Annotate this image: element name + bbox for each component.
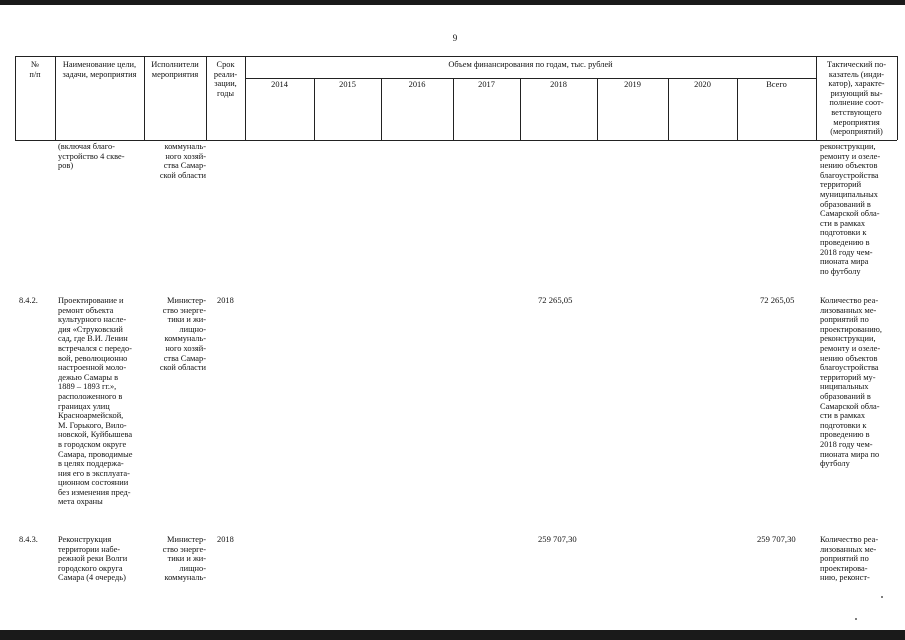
header-year-2019: 2019	[624, 80, 641, 89]
row-term: 2018	[217, 535, 234, 544]
header-bottom-border	[15, 140, 897, 141]
row-name: Проектирование и ремонт объекта культурного насле- дия «Струковский сад, где В.И. Ленин встречался с передо- вой, революционно настроенной моло- дежью Самары в 1889 – 1893 гг.», расположенного в границах улиц Красноармейской, М. Горького, Вило- новской, Куйбышева в городском округе Самара, проводимые в целях поддержа- ния его в эксплуата- ционном состоянии без изменения пред- мета охраны	[58, 296, 133, 507]
row-indicator: реконструкции, ремонту и озеле- нению объектов благоустройства территорий муниципальных образований в Самарской обла- сти в рамках подготовки к проведению в 2018 году чем- пионата мира по футболу	[820, 142, 881, 276]
row-executor: Министер- ство энерге- тики и жи- лищно- коммуналь- ного хозяй- ства Самар- ской области	[159, 296, 206, 373]
table-top-border	[15, 56, 897, 57]
header-funding: Объем финансирования по годам, тыс. рублей	[448, 60, 613, 69]
scan-speck	[881, 596, 883, 598]
header-year-2020: 2020	[694, 80, 711, 89]
header-indicator: Тактический по- казатель (инди- катор), характе- ризующий вы- полнение соот- ветствующего мероприятия (мероприятий)	[826, 60, 887, 137]
header-executor: Исполнители мероприятия	[151, 60, 199, 79]
header-year-2015: 2015	[339, 80, 356, 89]
header-total: Всего	[766, 80, 787, 89]
row-amount-total: 72 265,05	[760, 295, 795, 305]
header-year-2018: 2018	[550, 80, 567, 89]
years-header-border	[245, 78, 816, 79]
row-amount-2018: 259 707,30	[538, 534, 577, 544]
header-year-2016: 2016	[408, 80, 426, 89]
row-term: 2018	[217, 296, 234, 305]
header-term: Срок реали- зации, годы	[213, 60, 238, 98]
row-number: 8.4.3.	[19, 535, 38, 544]
header-year-2014: 2014	[271, 80, 288, 89]
page-top-border	[0, 0, 905, 5]
row-number: 8.4.2.	[19, 296, 38, 305]
page-number: 9	[452, 33, 458, 43]
row-executor: Министер- ство энерге- тики и жи- лищно- коммуналь-	[162, 535, 206, 583]
page-bottom-border	[0, 630, 905, 640]
row-amount-2018: 72 265,05	[538, 295, 573, 305]
row-executor: коммуналь- ного хозяй- ства Самар- ской области	[159, 142, 206, 180]
header-name: Наименование цели, задачи, мероприятия	[62, 60, 137, 79]
row-name: Реконструкция территории набе- режной реки Волги городского округа Самара (4 очередь)	[58, 535, 128, 583]
row-name: (включая благо- устройство 4 скве- ров)	[58, 142, 125, 171]
header-number: № п/п	[29, 60, 41, 79]
header-year-2017: 2017	[478, 80, 495, 89]
row-amount-total: 259 707,30	[757, 534, 796, 544]
table-right-border	[897, 56, 898, 140]
row-indicator: Количество реа- лизованных ме- роприятий по проектированию, реконструкции, ремонту и озеле- нению объектов благоустройства территорий му- ниципальных образований в Самарской обла- сти в рамках подготовки к проведению в 2018 году чем- пионата мира по футболу	[820, 296, 883, 469]
scan-speck	[855, 618, 857, 620]
row-indicator: Количество реа- лизованных ме- роприятий по проектирова- нию, реконст-	[820, 535, 879, 583]
